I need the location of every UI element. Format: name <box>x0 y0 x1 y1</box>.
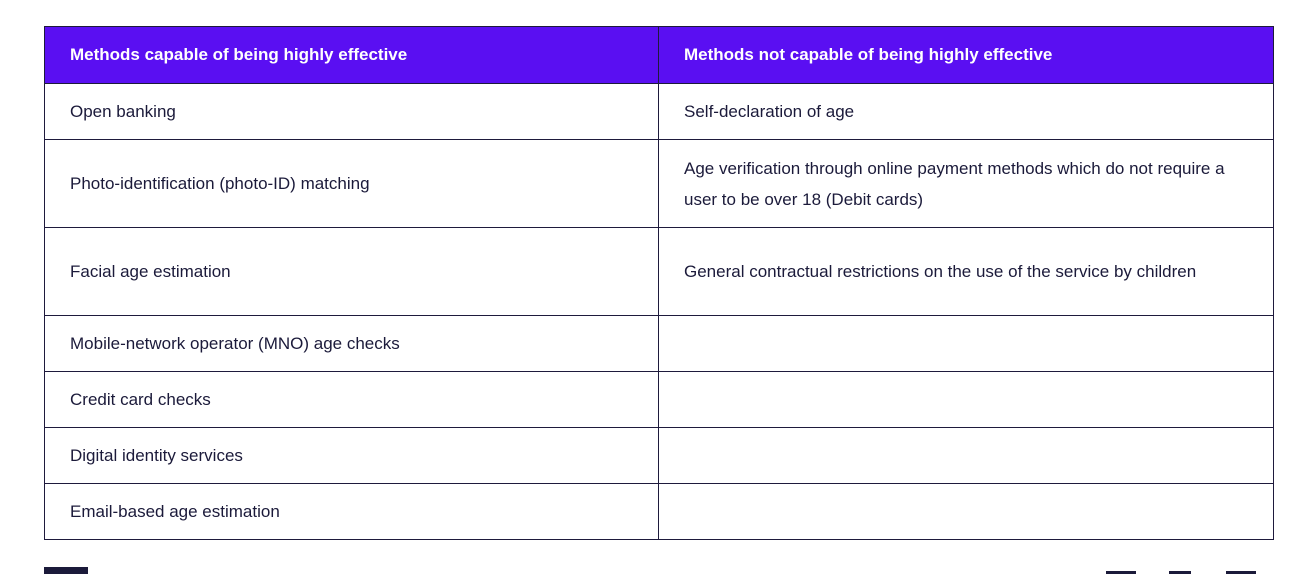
capable-method-cell: Photo-identification (photo-ID) matching <box>45 140 659 228</box>
not-capable-method-cell <box>659 484 1274 540</box>
table-row <box>45 228 1274 316</box>
capable-method-cell: Digital identity services <box>45 428 659 484</box>
capable-method-cell: Email-based age estimation <box>45 484 659 540</box>
header-capable-methods: Methods capable of being highly effective <box>45 27 659 84</box>
table-row <box>45 428 1274 484</box>
not-capable-method-cell <box>659 372 1274 428</box>
capable-method-cell: Open banking <box>45 84 659 140</box>
capable-method-cell: Mobile-network operator (MNO) age checks <box>45 316 659 372</box>
not-capable-method-cell: General contractual restrictions on the use of the service by children <box>659 228 1274 316</box>
table-header-row <box>45 27 1274 84</box>
table-row <box>45 316 1274 372</box>
header-not-capable-methods: Methods not capable of being highly effective <box>659 27 1274 84</box>
capable-method-cell: Credit card checks <box>45 372 659 428</box>
not-capable-method-cell: Age verification through online payment methods which do not require a user to be over 18 (Debit cards) <box>659 140 1274 228</box>
table-row <box>45 372 1274 428</box>
not-capable-method-cell: Self-declaration of age <box>659 84 1274 140</box>
age-assurance-methods-table <box>44 26 1274 540</box>
table-row <box>45 84 1274 140</box>
table-row <box>45 484 1274 540</box>
table-row <box>45 140 1274 228</box>
not-capable-method-cell <box>659 316 1274 372</box>
not-capable-method-cell <box>659 428 1274 484</box>
cropped-heading-fragment <box>44 560 1273 574</box>
capable-method-cell: Facial age estimation <box>45 228 659 316</box>
